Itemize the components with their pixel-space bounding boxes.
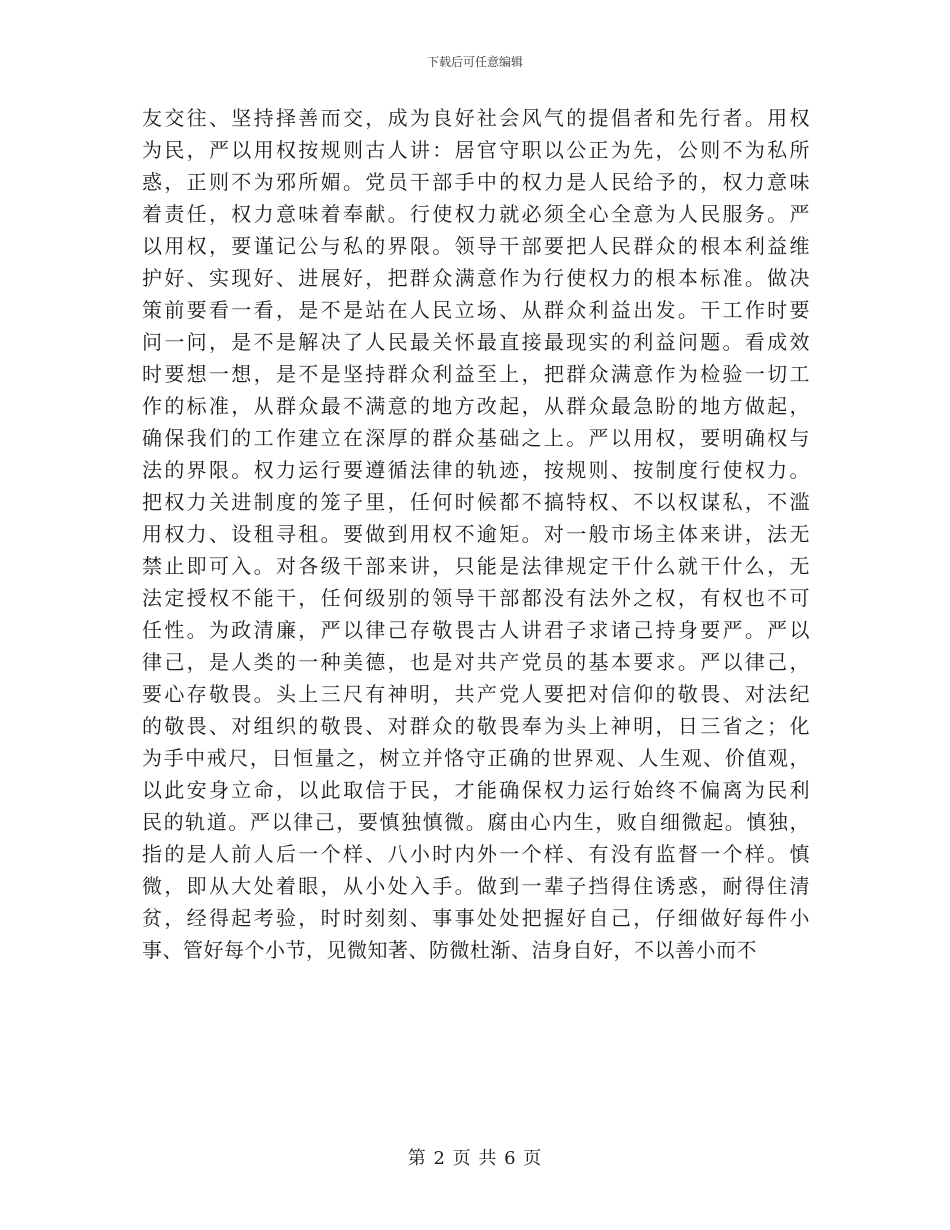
text-line: 律己，是人类的一种美德，也是对共产党员的基本要求。严以律己， bbox=[142, 650, 810, 674]
text-line: 为手中戒尺，日恒量之，树立并恪守正确的世界观、人生观、价值观， bbox=[142, 746, 810, 770]
text-line: 把权力关进制度的笼子里，任何时候都不搞特权、不以权谋私，不滥 bbox=[142, 490, 810, 514]
text-line: 为民，严以用权按规则古人讲：居官守职以公正为先，公则不为私所 bbox=[142, 138, 810, 162]
page-header: 下载后可任意编辑 bbox=[426, 55, 523, 69]
text-line: 以用权，要谨记公与私的界限。领导干部要把人民群众的根本利益维 bbox=[142, 234, 810, 258]
text-line: 以此安身立命，以此取信于民，才能确保权力运行始终不偏离为民利 bbox=[142, 778, 810, 802]
text-line: 策前要看一看，是不是站在人民立场、从群众利益出发。干工作时要 bbox=[142, 298, 810, 322]
text-line: 法定授权不能干，任何级别的领导干部都没有法外之权，有权也不可 bbox=[142, 586, 810, 610]
text-line: 护好、实现好、进展好，把群众满意作为行使权力的根本标准。做决 bbox=[142, 266, 810, 290]
text-line: 贫，经得起考验，时时刻刻、事事处处把握好自己，仔细做好每件小 bbox=[142, 906, 810, 930]
text-line: 事、管好每个小节，见微知著、防微杜渐、洁身自好，不以善小而不 bbox=[142, 938, 757, 962]
text-line: 微，即从大处着眼，从小处入手。做到一辈子挡得住诱惑，耐得住清 bbox=[142, 874, 810, 898]
text-line: 时要想一想，是不是坚持群众利益至上，把群众满意作为检验一切工 bbox=[142, 362, 810, 386]
text-line: 指的是人前人后一个样、八小时内外一个样、有没有监督一个样。慎 bbox=[142, 842, 810, 866]
text-line: 确保我们的工作建立在深厚的群众基础之上。严以用权，要明确权与 bbox=[142, 426, 810, 450]
text-line: 作的标准，从群众最不满意的地方改起，从群众最急盼的地方做起， bbox=[142, 394, 810, 418]
text-line: 着责任，权力意味着奉献。行使权力就必须全心全意为人民服务。严 bbox=[142, 202, 810, 226]
text-line: 问一问，是不是解决了人民最关怀最直接最现实的利益问题。看成效 bbox=[142, 330, 810, 354]
text-line: 的敬畏、对组织的敬畏、对群众的敬畏奉为头上神明，日三省之；化 bbox=[142, 714, 810, 738]
text-line: 要心存敬畏。头上三尺有神明，共产党人要把对信仰的敬畏、对法纪 bbox=[142, 682, 810, 706]
text-line: 民的轨道。严以律己，要慎独慎微。腐由心内生，败自细微起。慎独， bbox=[142, 810, 810, 834]
page-number: 第 2 页 共 6 页 bbox=[407, 1148, 543, 1169]
text-line: 禁止即可入。对各级干部来讲，只能是法律规定干什么就干什么，无 bbox=[142, 554, 810, 578]
text-line: 友交往、坚持择善而交，成为良好社会风气的提倡者和先行者。用权 bbox=[142, 106, 810, 130]
text-line: 用权力、设租寻租。要做到用权不逾矩。对一般市场主体来讲，法无 bbox=[142, 522, 810, 546]
text-line: 法的界限。权力运行要遵循法律的轨迹，按规则、按制度行使权力。 bbox=[142, 458, 810, 482]
text-line: 惑，正则不为邪所媚。党员干部手中的权力是人民给予的，权力意味 bbox=[142, 170, 810, 194]
document-body bbox=[142, 102, 810, 966]
text-line: 任性。为政清廉，严以律己存敬畏古人讲君子求诸己持身要严。严以 bbox=[142, 618, 810, 642]
